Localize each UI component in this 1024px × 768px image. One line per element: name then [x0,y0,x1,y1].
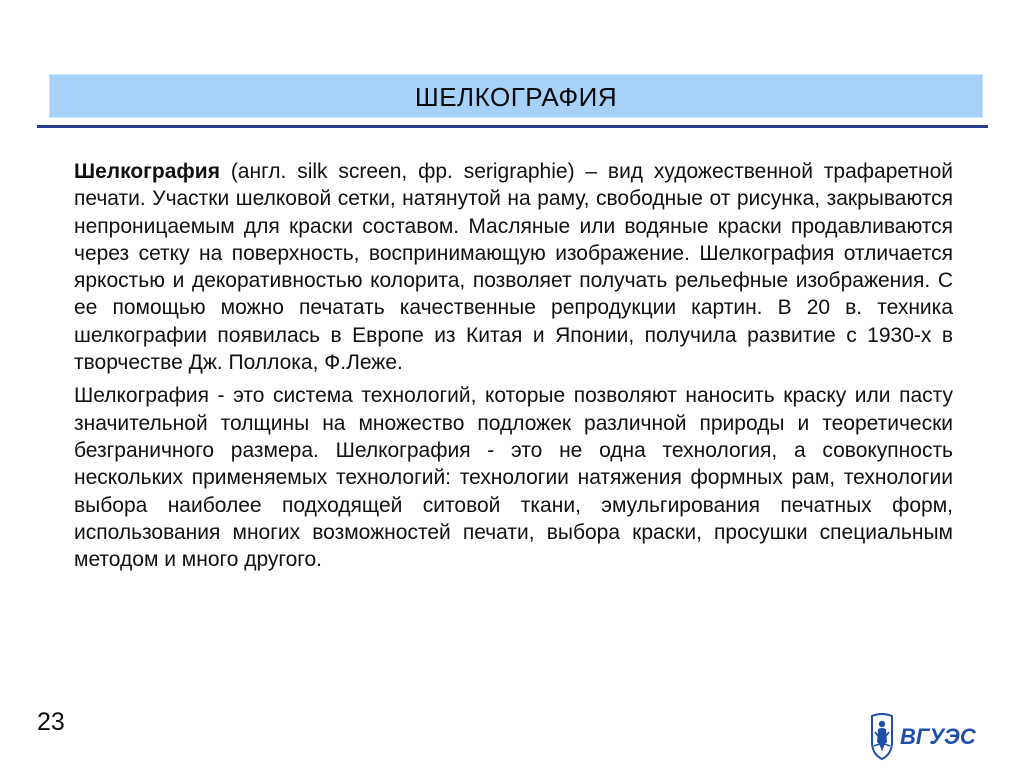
paragraph-technology-text: Шелкография - это система технологий, которые позволяют наносить краску или пасту значительной толщины на множество подложек различной природы и теоретически безграничного размера. Шелкография - это не одна технология, а совокупность нескольких применяемых технологий: технологии натяжения формных рам, технологии выбора наиболее подходящей ситовой ткани, эмульгирования печатных форм, использования многих возможностей печати, выбора краски, просушки специальным методом и много другого. [74,384,953,572]
university-logo [866,712,988,762]
university-emblem-icon [872,714,892,759]
title-underline [37,125,988,128]
paragraph-definition-text: (англ. silk screen, фр. serigraphie) – вид художественной трафаретной печати. Участки шелковой сетки, натянутой на раму, свободные от рисунка, закрываются непроницаемым для краски составом. Масляные или водяные краски продавливаются через сетку на поверхность, воспринимающую изображение. Шелкография отличается яркостью и декоративностью колорита, позволяет получать рельефные изображения. С ее помощью можно печатать качественные репродукции картин. В 20 в. техника шелкографии появилась в Европе из Китая и Японии, получила развитие с 1930-х в творчестве Дж. Поллока, Ф.Леже. [74,160,953,375]
lead-term: Шелкография [74,160,220,183]
paragraph-definition [74,158,953,376]
logo-wordmark: ВГУЭС [900,724,976,749]
slide-title: ШЕЛКОГРАФИЯ [414,81,618,112]
paragraph-technology [74,382,953,573]
title-bar [49,74,983,118]
page-number: 23 [37,708,65,736]
slide-body [74,158,953,579]
